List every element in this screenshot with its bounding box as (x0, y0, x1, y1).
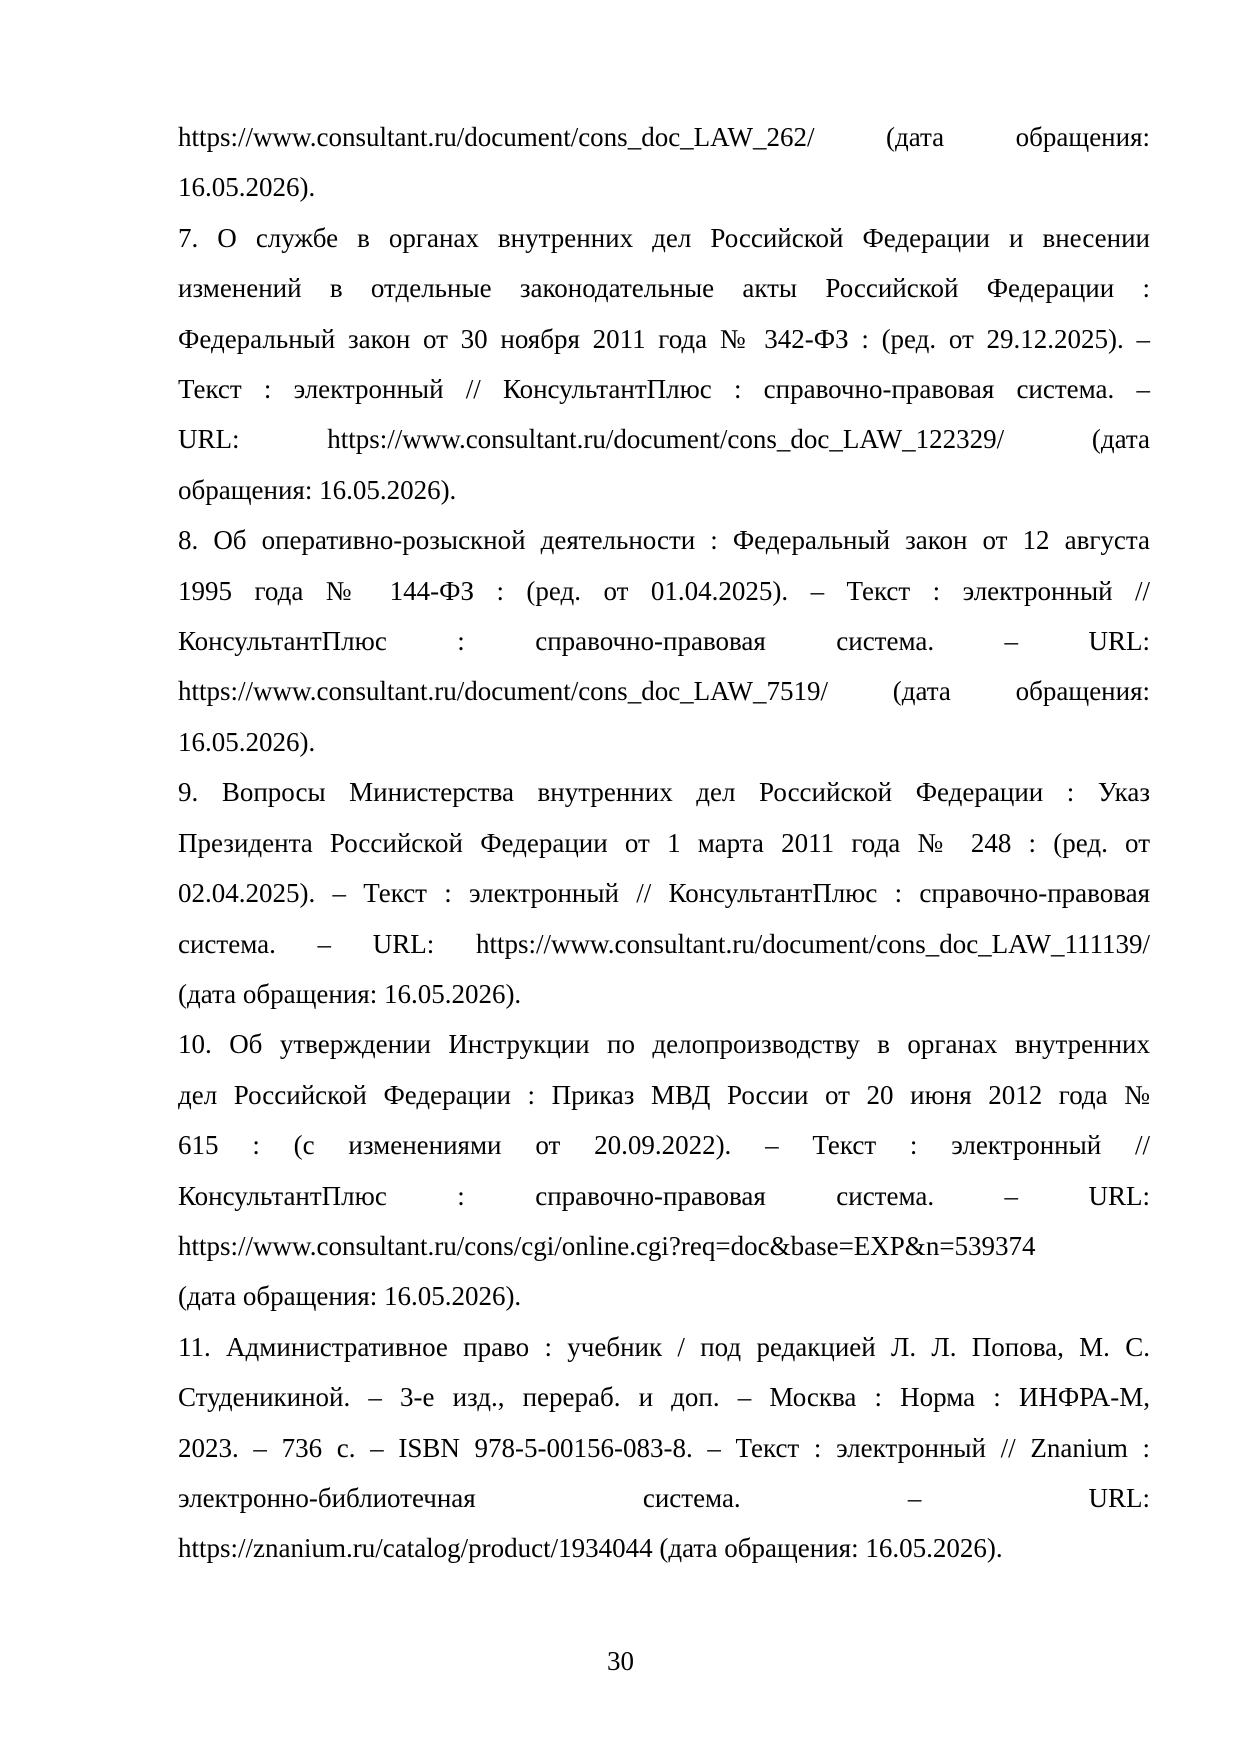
bibliography-entry (178, 767, 1150, 1019)
bibliography-list (178, 112, 1150, 1574)
entry-line: КонсультантПлюс : справочно-правовая система. – URL: (178, 1180, 1150, 1211)
entry-line: https://www.consultant.ru/document/cons_doc_LAW_262/ (дата обращения: (178, 122, 1150, 152)
entry-line: электронно-библиотечная система. – URL: (178, 1482, 1150, 1513)
entry-line: 7. О службе в органах внутренних дел Российской Федерации и внесении (178, 222, 1150, 253)
entry-line: URL: https://www.consultant.ru/document/cons_doc_LAW_122329/ (дата (178, 424, 1150, 455)
entry-line: дел Российской Федерации : Приказ МВД России от 20 июня 2012 года № (178, 1079, 1150, 1110)
entry-line: 9. Вопросы Министерства внутренних дел Российской Федерации : Указ (178, 777, 1150, 808)
page-number: 30 (607, 1646, 634, 1676)
entry-line: КонсультантПлюс : справочно-правовая система. – URL: (178, 626, 1150, 657)
entry-line: 16.05.2026). (178, 726, 316, 757)
entry-line: обращения: 16.05.2026). (178, 474, 457, 505)
entry-line: https://znanium.ru/catalog/product/1934044 (дата обращения: 16.05.2026). (178, 1533, 1003, 1564)
entry-line: 10. Об утверждении Инструкции по делопроизводству в органах внутренних (178, 1029, 1150, 1060)
entry-line: https://www.consultant.ru/document/cons_doc_LAW_7519/ (дата обращения: (178, 676, 1150, 707)
entry-line: 615 : (с изменениями от 20.09.2022). – Текст : электронный // (178, 1130, 1150, 1161)
entry-line: 02.04.2025). – Текст : электронный // КонсультантПлюс : справочно-правовая (178, 878, 1150, 909)
entry-line: Федеральный закон от 30 ноября 2011 года № 342-ФЗ : (ред. от 29.12.2025). – (178, 323, 1150, 354)
bibliography-entry (178, 1019, 1150, 1321)
entry-line: Президента Российской Федерации от 1 марта 2011 года № 248 : (ред. от (178, 827, 1150, 858)
entry-line: система. – URL: https://www.consultant.ru/document/cons_doc_LAW_111139/ (178, 928, 1150, 959)
bibliography-entry (178, 112, 1150, 213)
bibliography-entry (178, 213, 1150, 515)
entry-line: (дата обращения: 16.05.2026). (178, 978, 522, 1009)
entry-line: 11. Административное право : учебник / под редакцией Л. Л. Попова, М. С. (178, 1331, 1150, 1362)
entry-line: Текст : электронный // КонсультантПлюс : справочно-правовая система. – (178, 374, 1150, 405)
bibliography-entry (178, 515, 1150, 767)
entry-line: Студеникиной. – 3-е изд., перераб. и доп. – Москва : Норма : ИНФРА-М, (178, 1382, 1150, 1413)
entry-line: https://www.consultant.ru/cons/cgi/online.cgi?req=doc&base=EXP&n=539374 (178, 1230, 1036, 1261)
entry-line: изменений в отдельные законодательные акты Российской Федерации : (178, 273, 1150, 304)
bibliography-entry (178, 1322, 1150, 1574)
entry-line: 8. Об оперативно-розыскной деятельности : Федеральный закон от 12 августа (178, 525, 1150, 556)
entry-line: 1995 года № 144-ФЗ : (ред. от 01.04.2025). – Текст : электронный // (178, 575, 1150, 606)
entry-line: (дата обращения: 16.05.2026). (178, 1281, 522, 1312)
entry-line: 2023. – 736 с. – ISBN 978-5-00156-083-8. – Текст : электронный // Znanium : (178, 1432, 1150, 1463)
entry-line: 16.05.2026). (178, 172, 316, 203)
